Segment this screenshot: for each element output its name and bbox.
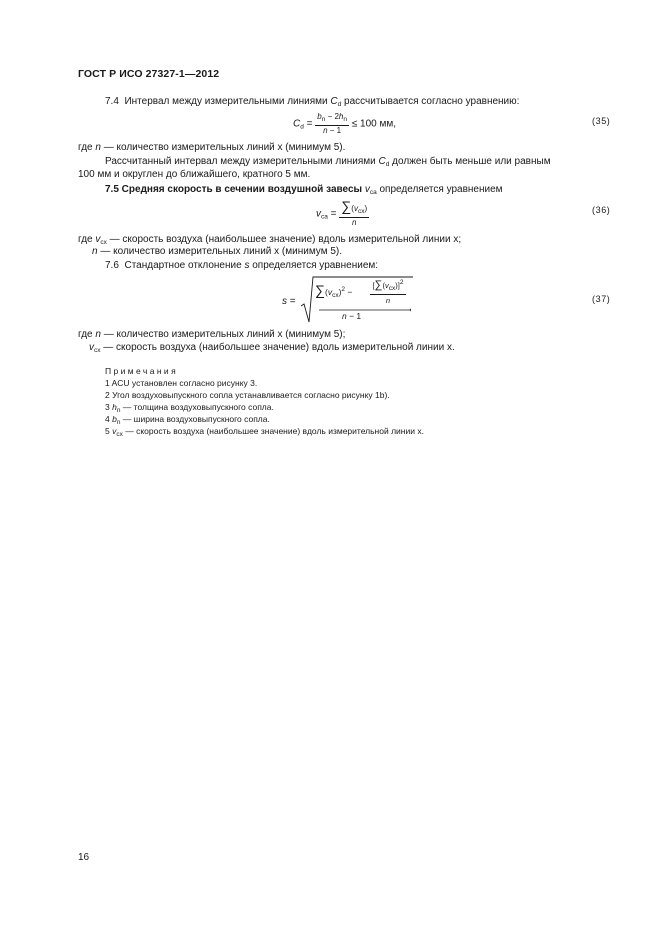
calc-paragraph-line1: Рассчитанный интервал между измерительными линиями $C_d$ должен быть меньше или равным [105, 156, 551, 168]
equation-36: $v_{ca}$ = $\frac{\sum(v_{cx})}{n}$ [316, 198, 368, 227]
fraction: $\frac{\sum(v_{cx})}{n}$ [341, 198, 368, 227]
equation-37: s = $\sum(v_{cx})^2$ − $[\sum(vcx)]^2$ n n − 1 , [282, 274, 422, 324]
fraction: $\frac{b_n - 2h_n}{n - 1}$ [317, 112, 347, 135]
eq37-inner-fraction: $[\sum(vcx)]^2$ n [370, 277, 406, 306]
note-3: 3 $h_n$ — толщина воздуховыпускного сопла. [105, 402, 274, 414]
equation-number-37: (37) [592, 294, 611, 304]
note-4: 4 $b_n$ — ширина воздуховыпускного сопла. [105, 414, 270, 426]
where-36-line1: где $v_{cx}$ — скорость воздуха (наибольшее значение) вдоль измерительной линии x; [78, 234, 462, 246]
equation-number-36: (36) [592, 205, 611, 215]
section-7-6-line: 7.6 Стандартное отклонение s определяется уравнением: [105, 260, 379, 271]
where-35: где n — количество измерительных линий x (минимум 5). [78, 142, 346, 153]
section-number: 7.4 [105, 96, 119, 107]
note-2: 2 Угол воздуховыпускного сопла устанавливается согласно рисунку 1b). [105, 390, 390, 400]
equation-number-35: (35) [592, 116, 611, 126]
section-7-4-line: 7.4 Интервал между измерительными линиями $C_d$ рассчитывается согласно уравнению: [105, 96, 520, 108]
where-37-line1: где n — количество измерительных линий x (минимум 5); [78, 329, 346, 340]
eq37-denominator: n − 1 [342, 311, 362, 321]
equation-35: $C_d$ = $\frac{b_n - 2h_n}{n - 1}$ ≤ 100 мм, [293, 112, 397, 135]
calc-paragraph-line2: 100 мм и округлен до ближайшего, кратного 5 мм. [78, 169, 311, 180]
page-number: 16 [78, 852, 90, 863]
where-37-line2: $v_{cx}$ — скорость воздуха (наибольшее значение) вдоль измерительной линии x. [89, 342, 455, 354]
notes-title: Примечания [105, 366, 179, 376]
eq37-numerator: $\sum(v_{cx})^2$ − [315, 282, 353, 299]
section-title: 7.5 Средняя скорость в сечении воздушной завесы [105, 184, 365, 195]
where-36-line2: n — количество измерительных линий x (минимум 5). [92, 246, 343, 257]
section-number: 7.6 [105, 260, 119, 271]
section-7-5-line: 7.5 Средняя скорость в сечении воздушной завесы $v_{ca}$ определяется уравнением [105, 184, 503, 196]
document-header: ГОСТ Р ИСО 27327-1—2012 [78, 68, 220, 80]
note-1: 1 ACU установлен согласно рисунку 3. [105, 378, 258, 388]
note-5: 5 $v_{cx}$ — скорость воздуха (наибольшее значение) вдоль измерительной линии x. [105, 426, 424, 438]
